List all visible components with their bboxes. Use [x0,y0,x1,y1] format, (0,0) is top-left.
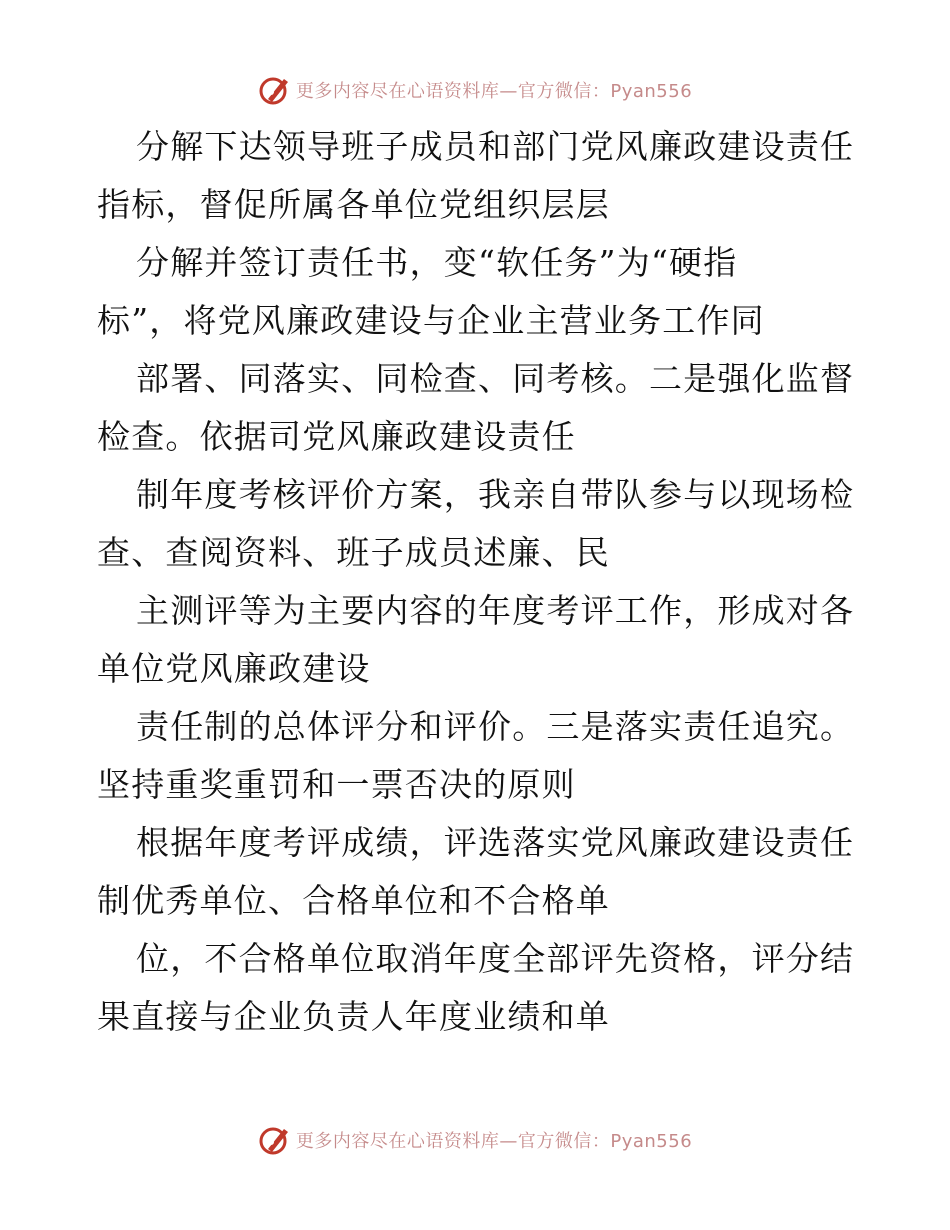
paragraph-line: 分解并签订责任书，变“软任务”为“硬指 [136,243,738,282]
header-watermark-text: 更多内容尽在心语资料库—官方微信：Pyan556 [295,81,693,102]
paragraph-line: 部署、同落实、同检查、同考核。二是强化监督 [136,359,855,398]
paragraph-line: 制年度考核评价方案，我亲自带队参与以现场检 [136,475,855,514]
document-body [0,118,950,1046]
paragraph-line: 查、查阅资料、班子成员述廉、民 [97,533,610,572]
paragraph [0,466,950,582]
paragraph-line: 根据年度考评成绩，评选落实党风廉政建设责任 [136,823,855,862]
paragraph-line: 坚持重奖重罚和一票否决的原则 [97,765,576,804]
paragraph [0,350,950,466]
paragraph-line: 制优秀单位、合格单位和不合格单 [97,881,610,920]
paragraph-line: 主测评等为主要内容的年度考评工作，形成对各 [136,591,855,630]
paragraph-line: 位，不合格单位取消年度全部评先资格，评分结 [136,939,855,978]
paragraph-line: 分解下达领导班子成员和部门党风廉政建设责任 [136,127,855,166]
paragraph-line: 检查。依据司党风廉政建设责任 [97,417,576,456]
paragraph-line: 果直接与企业负责人年度业绩和单 [97,997,610,1036]
footer-watermark-text: 更多内容尽在心语资料库—官方微信：Pyan556 [295,1131,693,1152]
paragraph [0,118,950,234]
paragraph-line: 责任制的总体评分和评价。三是落实责任追究。 [136,707,855,746]
footer-watermark [0,1120,950,1160]
pen-circle-logo-icon [258,1123,292,1157]
paragraph-line: 单位党风廉政建设 [97,649,371,688]
paragraph [0,930,950,1046]
paragraph [0,814,950,930]
pen-circle-logo-icon [258,73,292,107]
header-watermark [0,70,950,110]
paragraph-line: 指标，督促所属各单位党组织层层 [97,185,610,224]
paragraph-line: 标”，将党风廉政建设与企业主营业务工作同 [97,301,765,340]
paragraph [0,582,950,698]
paragraph [0,698,950,814]
paragraph [0,234,950,350]
